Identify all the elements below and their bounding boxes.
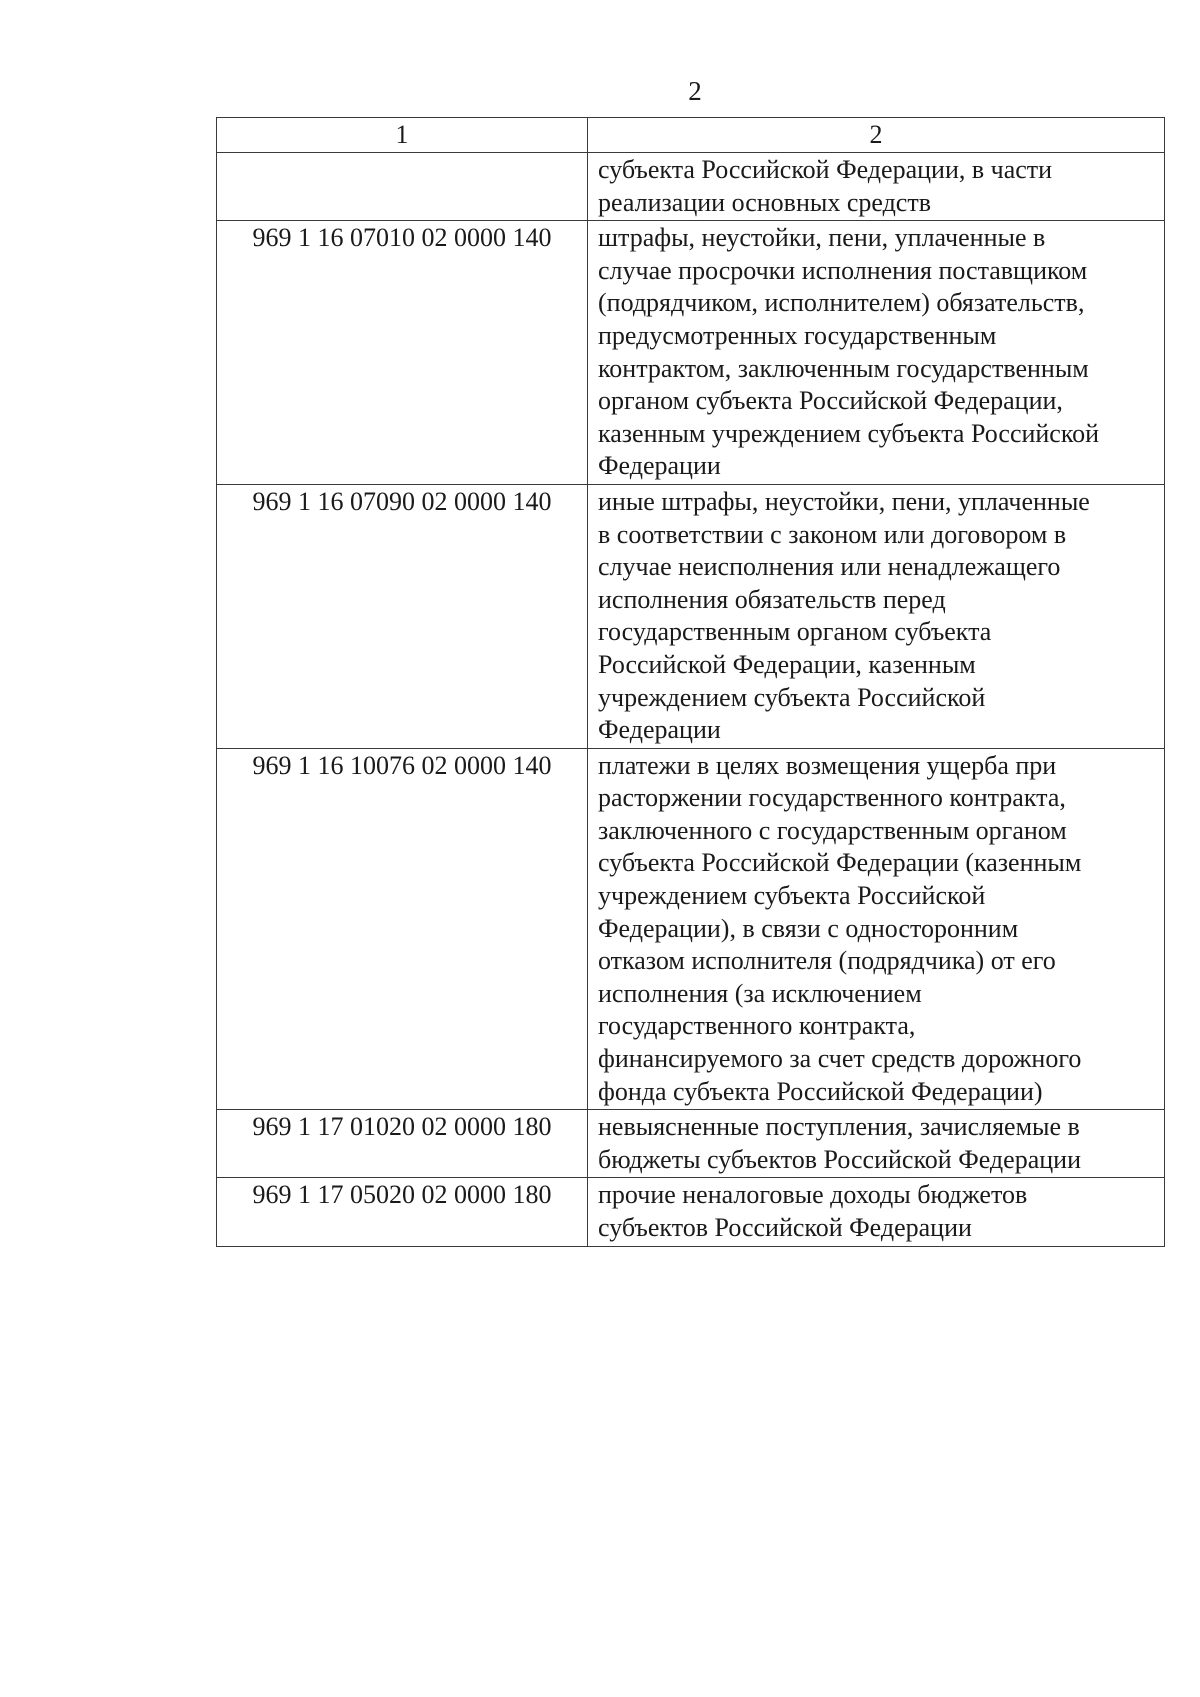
- description-cell: [588, 748, 1165, 1110]
- description-line: невыясненные поступления, зачисляемые в: [598, 1112, 1080, 1142]
- description-line: исполнения (за исключением: [598, 978, 922, 1008]
- table-row: [217, 484, 1165, 748]
- table-header-row: [217, 118, 1165, 153]
- description-line: органом субъекта Российской Федерации,: [598, 386, 1063, 416]
- description-line: Федерации: [598, 715, 721, 745]
- description-line: отказом исполнителя (подрядчика) от его: [598, 946, 1056, 976]
- description-line: случае неисполнения или ненадлежащего: [598, 552, 1061, 582]
- column-header-code: 1: [217, 118, 588, 153]
- description-line: субъекта Российской Федерации (казенным: [598, 848, 1082, 878]
- description-line: государственным органом субъекта: [598, 617, 992, 647]
- budget-code-cell: [217, 153, 588, 221]
- description-line: учреждением субъекта Российской: [598, 682, 986, 712]
- description-line: платежи в целях возмещения ущерба при: [598, 750, 1057, 780]
- budget-code-cell: 969 1 16 10076 02 0000 140: [217, 748, 588, 1110]
- description-cell: [588, 484, 1165, 748]
- description-line: предусмотренных государственным: [598, 320, 997, 350]
- description-line: в соответствии с законом или договором в: [598, 519, 1067, 549]
- table-row: [217, 1110, 1165, 1178]
- description-line: прочие неналоговые доходы бюджетов: [598, 1180, 1028, 1210]
- description-line: (подрядчиком, исполнителем) обязательств,: [598, 288, 1085, 318]
- description-line: контрактом, заключенным государственным: [598, 353, 1089, 383]
- description-line: субъектов Российской Федерации: [598, 1213, 972, 1242]
- table-row: [217, 1178, 1165, 1246]
- description-cell: [588, 221, 1165, 485]
- budget-code-cell: 969 1 16 07010 02 0000 140: [217, 221, 588, 485]
- description-line: государственного контракта,: [598, 1011, 916, 1041]
- description-line: случае просрочки исполнения поставщиком: [598, 255, 1088, 285]
- table-row: [217, 748, 1165, 1110]
- description-line: исполнения обязательств перед: [598, 584, 946, 614]
- description-line: бюджеты субъектов Российской Федерации: [598, 1144, 1081, 1174]
- description-line: субъекта Российской Федерации, в части: [598, 155, 1053, 184]
- description-cell: [588, 153, 1165, 221]
- table-body: [217, 153, 1165, 1247]
- budget-codes-table: [216, 117, 1165, 1247]
- description-line: Федерации: [598, 451, 721, 481]
- description-line: Российской Федерации, казенным: [598, 649, 976, 679]
- description-line: заключенного с государственным органом: [598, 815, 1067, 845]
- description-cell: [588, 1110, 1165, 1178]
- description-cell: [588, 1178, 1165, 1246]
- description-line: финансируемого за счет средств дорожного: [598, 1044, 1082, 1074]
- description-line: штрафы, неустойки, пени, уплаченные в: [598, 223, 1046, 253]
- table-row: [217, 153, 1165, 221]
- description-line: учреждением субъекта Российской: [598, 881, 986, 911]
- description-line: реализации основных средств: [598, 187, 931, 217]
- description-line: иные штрафы, неустойки, пени, уплаченные: [598, 486, 1090, 516]
- column-header-description: 2: [588, 118, 1165, 153]
- budget-code-cell: 969 1 17 05020 02 0000 180: [217, 1178, 588, 1246]
- description-line: фонда субъекта Российской Федерации): [598, 1076, 1043, 1106]
- page-number: 2: [688, 76, 702, 106]
- budget-code-cell: 969 1 17 01020 02 0000 180: [217, 1110, 588, 1178]
- budget-code-cell: 969 1 16 07090 02 0000 140: [217, 484, 588, 748]
- description-line: расторжении государственного контракта,: [598, 783, 1066, 813]
- description-line: Федерации), в связи с односторонним: [598, 913, 1019, 943]
- table-row: [217, 221, 1165, 485]
- description-line: казенным учреждением субъекта Российской: [598, 418, 1100, 448]
